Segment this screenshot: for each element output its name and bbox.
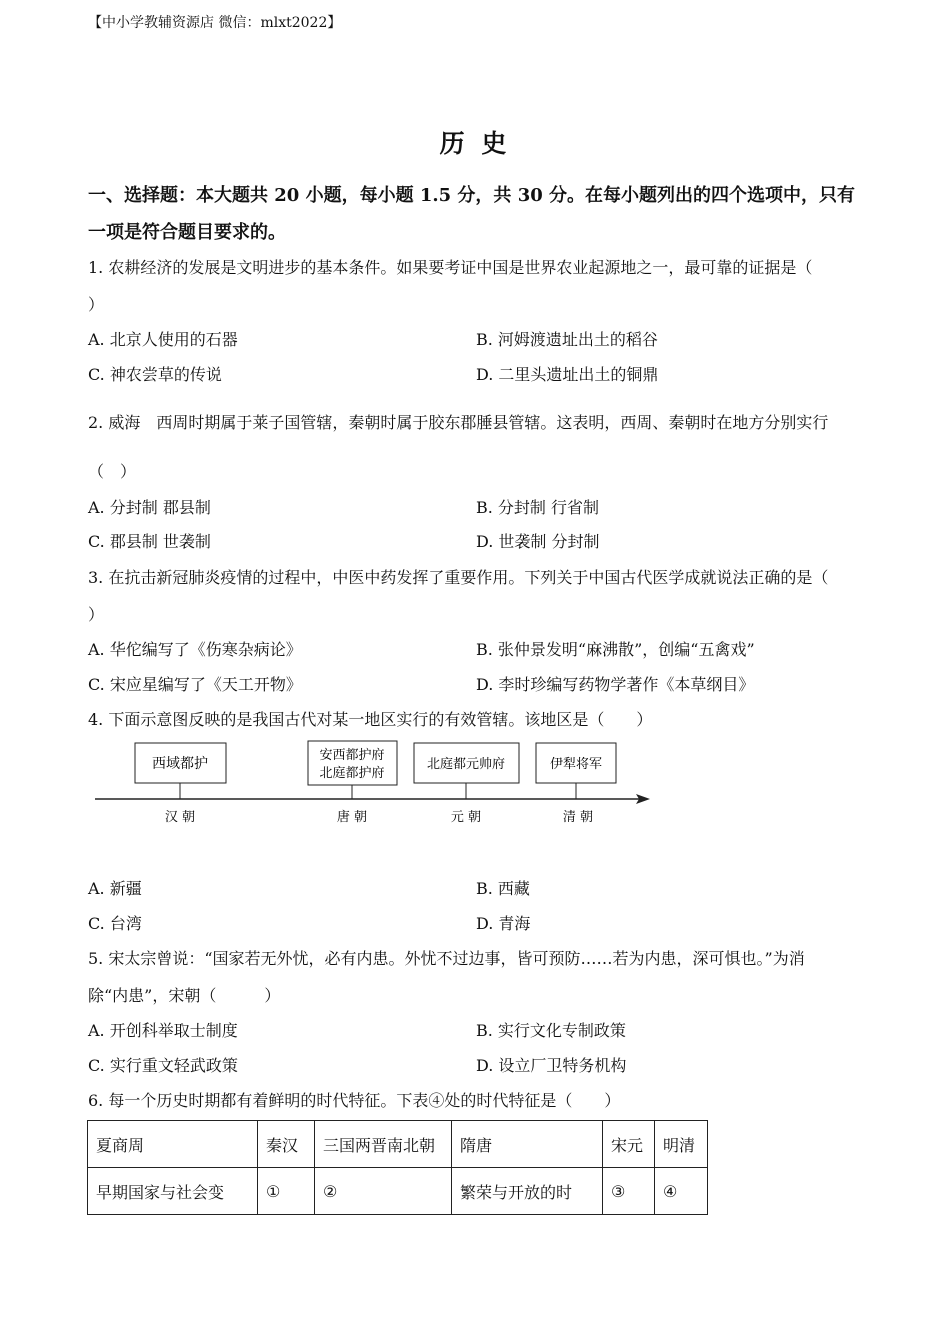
table-cell: ② [315,1168,452,1215]
question-5-option-c[interactable]: C. 实行重文轻武政策 [88,1056,238,1075]
table-row [88,1168,708,1215]
timeline-diagram [88,735,668,835]
diagram-box-1 [135,743,226,783]
table-cell: 繁荣与开放的时 [452,1168,603,1215]
table-cell: ④ [655,1168,708,1215]
section-heading-line1: 一、选择题：本大题共 20 小题，每小题 1.5 分，共 30 分。在每小题列出的四个选项中，只有 [88,185,856,206]
dynasty-label: 唐 朝 [336,810,368,825]
question-2-stem-cont: （ ） [88,462,137,481]
table-cell: ① [258,1168,315,1215]
table-header-row [88,1121,708,1168]
question-4-option-b[interactable]: B. 西藏 [476,879,530,898]
dynasty-label: 元 朝 [450,810,482,825]
question-5-stem-cont: 除“内患”，宋朝（ ） [88,986,281,1005]
era-table [87,1120,708,1215]
question-1-option-d[interactable]: D. 二里头遗址出土的铜鼎 [476,365,659,384]
question-4-option-a[interactable]: A. 新疆 [88,879,142,898]
question-5-option-b[interactable]: B. 实行文化专制政策 [476,1021,626,1040]
table-header-cell: 秦汉 [258,1121,315,1168]
diagram-box-label: 安西都护府 [319,748,385,763]
question-2-stem: 2. 威海 西周时期属于莱子国管辖，秦朝时属于胶东郡腄县管辖。这表明，西周、秦朝时在地方分别实行 [88,413,829,432]
question-5-stem: 5. 宋太宗曾说：“国家若无外忧，必有内患。外忧不过边事，皆可预防……若为内患，深可惧也。”为消 [88,949,805,968]
question-4-stem: 4. 下面示意图反映的是我国古代对某一地区实行的有效管辖。该地区是（ ） [88,710,653,729]
table-header-cell: 隋唐 [452,1121,603,1168]
table-cell: 早期国家与社会变 [88,1168,258,1215]
dynasty-label: 汉 朝 [164,810,196,825]
question-5-option-d[interactable]: D. 设立厂卫特务机构 [476,1056,627,1075]
question-2-option-d[interactable]: D. 世袭制 分封制 [476,532,600,551]
question-3-option-a[interactable]: A. 华佗编写了《伤寒杂病论》 [88,640,302,659]
question-3-option-d[interactable]: D. 李时珍编写药物学著作《本草纲目》 [476,675,755,694]
question-2-option-c[interactable]: C. 郡县制 世袭制 [88,532,211,551]
question-3-stem-cont: ） [88,605,105,624]
section-heading-line2: 一项是符合题目要求的。 [88,222,286,243]
question-2-option-b[interactable]: B. 分封制 行省制 [476,498,600,517]
header-note: 【中小学教辅资源店 微信：mlxt2022】 [88,15,342,31]
question-3-stem: 3. 在抗击新冠肺炎疫情的过程中，中医中药发挥了重要作用。下列关于中国古代医学成就说法正确的是（ [88,568,829,587]
diagram-box-3 [414,743,519,783]
page-title: 历 史 [439,129,511,158]
question-3-option-c[interactable]: C. 宋应星编写了《天工开物》 [88,675,302,694]
diagram-box-label: 北庭都护府 [319,766,385,781]
table-header-cell: 夏商周 [88,1121,258,1168]
question-1-stem-cont: ） [88,295,105,314]
diagram-box-label: 伊犁将军 [549,757,603,772]
question-1-option-c[interactable]: C. 神农尝草的传说 [88,365,222,384]
table-cell: ③ [603,1168,655,1215]
question-4-option-d[interactable]: D. 青海 [476,914,531,933]
question-4-option-c[interactable]: C. 台湾 [88,914,142,933]
diagram-box-2 [308,741,397,785]
question-6-stem: 6. 每一个历史时期都有着鲜明的时代特征。下表④处的时代特征是（ ） [88,1091,621,1110]
question-5-option-a[interactable]: A. 开创科举取士制度 [88,1021,238,1040]
diagram-box-label: 北庭都元帅府 [426,757,506,772]
diagram-box-4 [536,743,616,783]
question-1-option-b[interactable]: B. 河姆渡遗址出土的稻谷 [476,330,658,349]
dynasty-label: 清 朝 [562,810,594,825]
question-2-option-a[interactable]: A. 分封制 郡县制 [88,498,211,517]
question-1-stem: 1. 农耕经济的发展是文明进步的基本条件。如果要考证中国是世界农业起源地之一，最可靠的证据是（ [88,258,813,277]
diagram-box-label: 西域都护 [152,756,208,772]
question-1-option-a[interactable]: A. 北京人使用的石器 [88,330,238,349]
question-3-option-b[interactable]: B. 张仲景发明“麻沸散”，创编“五禽戏” [476,640,755,659]
table-header-cell: 三国两晋南北朝 [315,1121,452,1168]
table-header-cell: 明清 [655,1121,708,1168]
table-header-cell: 宋元 [603,1121,655,1168]
